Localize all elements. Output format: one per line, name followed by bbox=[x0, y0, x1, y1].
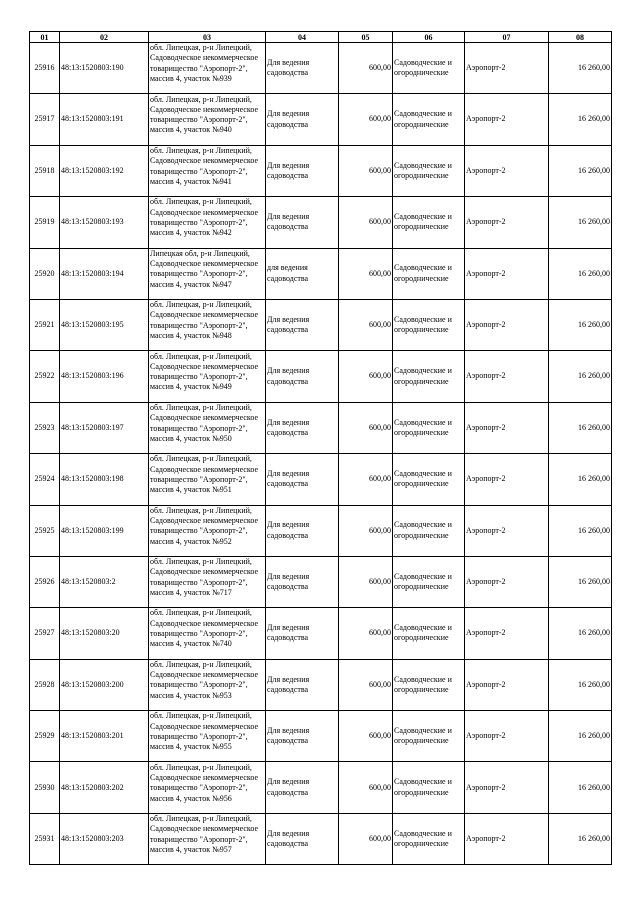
cadastral-number-cell: 48:13:1520803:192 bbox=[60, 145, 149, 196]
row-number-cell: 25920 bbox=[30, 248, 60, 299]
permitted-use-cell: Для ведения садоводства bbox=[266, 608, 339, 659]
table-row bbox=[30, 351, 612, 402]
land-category-cell: Садоводческие и огороднические bbox=[393, 711, 465, 762]
address-cell bbox=[149, 197, 266, 248]
address-text: обл. Липецкая, р-н Липецкий, Садоводческое некоммерческое товарищество "Аэропорт-2", массив 4, участок №951 bbox=[150, 454, 259, 495]
address-text: обл. Липецкая, р-н Липецкий, Садоводческое некоммерческое товарищество "Аэропорт-2", массив 4, участок №942 bbox=[150, 197, 259, 238]
cadastral-value-cell: 16 260,00 bbox=[549, 402, 612, 453]
address-cell bbox=[149, 813, 266, 864]
group-name-cell: Аэропорт-2 bbox=[465, 43, 549, 94]
area-cell: 600,00 bbox=[339, 299, 393, 350]
permitted-use-cell: Для ведения садоводства bbox=[266, 351, 339, 402]
group-name-cell: Аэропорт-2 bbox=[465, 248, 549, 299]
cadastral-number-cell: 48:13:1520803:191 bbox=[60, 94, 149, 145]
row-number-cell: 25919 bbox=[30, 197, 60, 248]
row-number-cell: 25929 bbox=[30, 711, 60, 762]
address-cell bbox=[149, 762, 266, 813]
address-cell bbox=[149, 299, 266, 350]
permitted-use-cell: Для ведения садоводства bbox=[266, 454, 339, 505]
permitted-use-cell: Для ведения садоводства bbox=[266, 402, 339, 453]
group-name-cell: Аэропорт-2 bbox=[465, 94, 549, 145]
row-number-cell: 25925 bbox=[30, 505, 60, 556]
cadastral-number-cell: 48:13:1520803:2 bbox=[60, 556, 149, 607]
row-number-cell: 25921 bbox=[30, 299, 60, 350]
table-row bbox=[30, 197, 612, 248]
group-name-cell: Аэропорт-2 bbox=[465, 299, 549, 350]
land-category-cell: Садоводческие и огороднические bbox=[393, 762, 465, 813]
area-cell: 600,00 bbox=[339, 402, 393, 453]
group-name-cell: Аэропорт-2 bbox=[465, 659, 549, 710]
group-name-cell: Аэропорт-2 bbox=[465, 813, 549, 864]
group-name-cell: Аэропорт-2 bbox=[465, 351, 549, 402]
land-category-cell: Садоводческие и огороднические bbox=[393, 145, 465, 196]
cadastral-number-cell: 48:13:1520803:196 bbox=[60, 351, 149, 402]
permitted-use-cell: Для ведения садоводства bbox=[266, 556, 339, 607]
land-category-cell: Садоводческие и огороднические bbox=[393, 43, 465, 94]
cadastral-value-cell: 16 260,00 bbox=[549, 659, 612, 710]
address-cell bbox=[149, 145, 266, 196]
area-cell: 600,00 bbox=[339, 762, 393, 813]
group-name-cell: Аэропорт-2 bbox=[465, 608, 549, 659]
area-cell: 600,00 bbox=[339, 813, 393, 864]
cadastral-value-cell: 16 260,00 bbox=[549, 351, 612, 402]
row-number-cell: 25923 bbox=[30, 402, 60, 453]
cadastral-value-cell: 16 260,00 bbox=[549, 608, 612, 659]
cadastral-value-cell: 16 260,00 bbox=[549, 43, 612, 94]
area-cell: 600,00 bbox=[339, 197, 393, 248]
column-header-05: 05 bbox=[339, 32, 393, 43]
row-number-cell: 25927 bbox=[30, 608, 60, 659]
area-cell: 600,00 bbox=[339, 505, 393, 556]
land-category-cell: Садоводческие и огороднические bbox=[393, 813, 465, 864]
permitted-use-cell: Для ведения садоводства bbox=[266, 197, 339, 248]
area-cell: 600,00 bbox=[339, 454, 393, 505]
cadastral-number-cell: 48:13:1520803:194 bbox=[60, 248, 149, 299]
address-text: обл. Липецкая, р-н Липецкий, Садоводческое некоммерческое товарищество "Аэропорт-2", массив 4, участок №939 bbox=[150, 43, 259, 84]
land-category-cell: Садоводческие и огороднические bbox=[393, 351, 465, 402]
address-cell bbox=[149, 43, 266, 94]
land-category-cell: Садоводческие и огороднические bbox=[393, 197, 465, 248]
land-category-cell: Садоводческие и огороднические bbox=[393, 248, 465, 299]
permitted-use-cell: Для ведения садоводства bbox=[266, 94, 339, 145]
address-text: обл. Липецкая, р-н Липецкий, Садоводческое некоммерческое товарищество "Аэропорт-2", массив 4, участок №940 bbox=[150, 94, 259, 135]
area-cell: 600,00 bbox=[339, 94, 393, 145]
table-row bbox=[30, 454, 612, 505]
area-cell: 600,00 bbox=[339, 711, 393, 762]
column-header-08: 08 bbox=[549, 32, 612, 43]
group-name-cell: Аэропорт-2 bbox=[465, 505, 549, 556]
group-name-cell: Аэропорт-2 bbox=[465, 556, 549, 607]
table-row bbox=[30, 556, 612, 607]
table-row bbox=[30, 145, 612, 196]
permitted-use-cell: Для ведения садоводства bbox=[266, 659, 339, 710]
address-text: обл. Липецкая, р-н Липецкий, Садоводческое некоммерческое товарищество "Аэропорт-2", массив 4, участок №949 bbox=[150, 351, 259, 392]
column-header-03: 03 bbox=[149, 32, 266, 43]
cadastral-number-cell: 48:13:1520803:197 bbox=[60, 402, 149, 453]
area-cell: 600,00 bbox=[339, 608, 393, 659]
table-row bbox=[30, 43, 612, 94]
column-header-06: 06 bbox=[393, 32, 465, 43]
table-row bbox=[30, 711, 612, 762]
address-text: обл. Липецкая, р-н Липецкий, Садоводческое некоммерческое товарищество "Аэропорт-2", массив 4, участок №740 bbox=[150, 608, 259, 649]
row-number-cell: 25924 bbox=[30, 454, 60, 505]
permitted-use-cell: Для ведения садоводства bbox=[266, 711, 339, 762]
permitted-use-cell: для ведения садоводства bbox=[266, 248, 339, 299]
area-cell: 600,00 bbox=[339, 248, 393, 299]
address-text: обл. Липецкая, р-н Липецкий, Садоводческое некоммерческое товарищество "Аэропорт-2", массив 4, участок №956 bbox=[150, 762, 259, 803]
group-name-cell: Аэропорт-2 bbox=[465, 711, 549, 762]
area-cell: 600,00 bbox=[339, 351, 393, 402]
address-cell bbox=[149, 556, 266, 607]
row-number-cell: 25926 bbox=[30, 556, 60, 607]
permitted-use-cell: Для ведения садоводства bbox=[266, 43, 339, 94]
table-header-row bbox=[30, 32, 612, 43]
address-cell bbox=[149, 248, 266, 299]
land-category-cell: Садоводческие и огороднические bbox=[393, 94, 465, 145]
address-text: Липецкая обл, р-н Липецкий, Садоводческое некоммерческое товарищество "Аэропорт-2", массив 4, участок №947 bbox=[150, 248, 259, 289]
cadastral-value-cell: 16 260,00 bbox=[549, 556, 612, 607]
group-name-cell: Аэропорт-2 bbox=[465, 402, 549, 453]
table-row bbox=[30, 762, 612, 813]
land-category-cell: Садоводческие и огороднические bbox=[393, 454, 465, 505]
cadastral-value-cell: 16 260,00 bbox=[549, 197, 612, 248]
address-cell bbox=[149, 505, 266, 556]
address-cell bbox=[149, 454, 266, 505]
cadastral-number-cell: 48:13:1520803:20 bbox=[60, 608, 149, 659]
table-row bbox=[30, 505, 612, 556]
column-header-01: 01 bbox=[30, 32, 60, 43]
land-registry-table bbox=[29, 31, 612, 865]
address-text: обл. Липецкая, р-н Липецкий, Садоводческое некоммерческое товарищество "Аэропорт-2", массив 4, участок №953 bbox=[150, 659, 259, 700]
land-category-cell: Садоводческие и огороднические bbox=[393, 299, 465, 350]
cadastral-number-cell: 48:13:1520803:202 bbox=[60, 762, 149, 813]
permitted-use-cell: Для ведения садоводства bbox=[266, 813, 339, 864]
address-cell bbox=[149, 402, 266, 453]
area-cell: 600,00 bbox=[339, 145, 393, 196]
table-row bbox=[30, 608, 612, 659]
permitted-use-cell: Для ведения садоводства bbox=[266, 505, 339, 556]
table-row bbox=[30, 659, 612, 710]
permitted-use-cell: Для ведения садоводства bbox=[266, 145, 339, 196]
row-number-cell: 25916 bbox=[30, 43, 60, 94]
row-number-cell: 25922 bbox=[30, 351, 60, 402]
column-header-04: 04 bbox=[266, 32, 339, 43]
address-cell bbox=[149, 94, 266, 145]
column-header-07: 07 bbox=[465, 32, 549, 43]
cadastral-number-cell: 48:13:1520803:195 bbox=[60, 299, 149, 350]
cadastral-value-cell: 16 260,00 bbox=[549, 94, 612, 145]
land-category-cell: Садоводческие и огороднические bbox=[393, 608, 465, 659]
address-text: обл. Липецкая, р-н Липецкий, Садоводческое некоммерческое товарищество "Аэропорт-2", массив 4, участок №957 bbox=[150, 814, 259, 854]
land-category-cell: Садоводческие и огороднические bbox=[393, 659, 465, 710]
cadastral-value-cell: 16 260,00 bbox=[549, 454, 612, 505]
column-header-02: 02 bbox=[60, 32, 149, 43]
group-name-cell: Аэропорт-2 bbox=[465, 197, 549, 248]
area-cell: 600,00 bbox=[339, 659, 393, 710]
land-category-cell: Садоводческие и огороднические bbox=[393, 402, 465, 453]
area-cell: 600,00 bbox=[339, 43, 393, 94]
address-cell bbox=[149, 659, 266, 710]
row-number-cell: 25918 bbox=[30, 145, 60, 196]
cadastral-value-cell: 16 260,00 bbox=[549, 145, 612, 196]
cadastral-value-cell: 16 260,00 bbox=[549, 711, 612, 762]
group-name-cell: Аэропорт-2 bbox=[465, 145, 549, 196]
permitted-use-cell: Для ведения садоводства bbox=[266, 762, 339, 813]
group-name-cell: Аэропорт-2 bbox=[465, 454, 549, 505]
cadastral-value-cell: 16 260,00 bbox=[549, 505, 612, 556]
cadastral-number-cell: 48:13:1520803:201 bbox=[60, 711, 149, 762]
row-number-cell: 25931 bbox=[30, 813, 60, 864]
cadastral-number-cell: 48:13:1520803:190 bbox=[60, 43, 149, 94]
cadastral-number-cell: 48:13:1520803:200 bbox=[60, 659, 149, 710]
address-text: обл. Липецкая, р-н Липецкий, Садоводческое некоммерческое товарищество "Аэропорт-2", массив 4, участок №950 bbox=[150, 402, 259, 443]
address-text: обл. Липецкая, р-н Липецкий, Садоводческое некоммерческое товарищество "Аэропорт-2", массив 4, участок №955 bbox=[150, 711, 259, 752]
group-name-cell: Аэропорт-2 bbox=[465, 762, 549, 813]
address-cell bbox=[149, 351, 266, 402]
address-text: обл. Липецкая, р-н Липецкий, Садоводческое некоммерческое товарищество "Аэропорт-2", массив 4, участок №717 bbox=[150, 557, 259, 597]
row-number-cell: 25917 bbox=[30, 94, 60, 145]
table-row bbox=[30, 299, 612, 350]
table-row bbox=[30, 248, 612, 299]
land-category-cell: Садоводческие и огороднические bbox=[393, 505, 465, 556]
area-cell: 600,00 bbox=[339, 556, 393, 607]
address-cell bbox=[149, 711, 266, 762]
permitted-use-cell: Для ведения садоводства bbox=[266, 299, 339, 350]
cadastral-number-cell: 48:13:1520803:199 bbox=[60, 505, 149, 556]
cadastral-number-cell: 48:13:1520803:198 bbox=[60, 454, 149, 505]
address-cell bbox=[149, 608, 266, 659]
land-category-cell: Садоводческие и огороднические bbox=[393, 556, 465, 607]
cadastral-value-cell: 16 260,00 bbox=[549, 248, 612, 299]
row-number-cell: 25928 bbox=[30, 659, 60, 710]
cadastral-number-cell: 48:13:1520803:203 bbox=[60, 813, 149, 864]
cadastral-value-cell: 16 260,00 bbox=[549, 762, 612, 813]
cadastral-value-cell: 16 260,00 bbox=[549, 813, 612, 864]
table-row bbox=[30, 402, 612, 453]
table-row bbox=[30, 813, 612, 864]
address-text: обл. Липецкая, р-н Липецкий, Садоводческое некоммерческое товарищество "Аэропорт-2", массив 4, участок №941 bbox=[150, 145, 259, 186]
address-text: обл. Липецкая, р-н Липецкий, Садоводческое некоммерческое товарищество "Аэропорт-2", массив 4, участок №948 bbox=[150, 300, 259, 341]
table-row bbox=[30, 94, 612, 145]
row-number-cell: 25930 bbox=[30, 762, 60, 813]
cadastral-value-cell: 16 260,00 bbox=[549, 299, 612, 350]
address-text: обл. Липецкая, р-н Липецкий, Садоводческое некоммерческое товарищество "Аэропорт-2", массив 4, участок №952 bbox=[150, 505, 259, 546]
cadastral-number-cell: 48:13:1520803:193 bbox=[60, 197, 149, 248]
